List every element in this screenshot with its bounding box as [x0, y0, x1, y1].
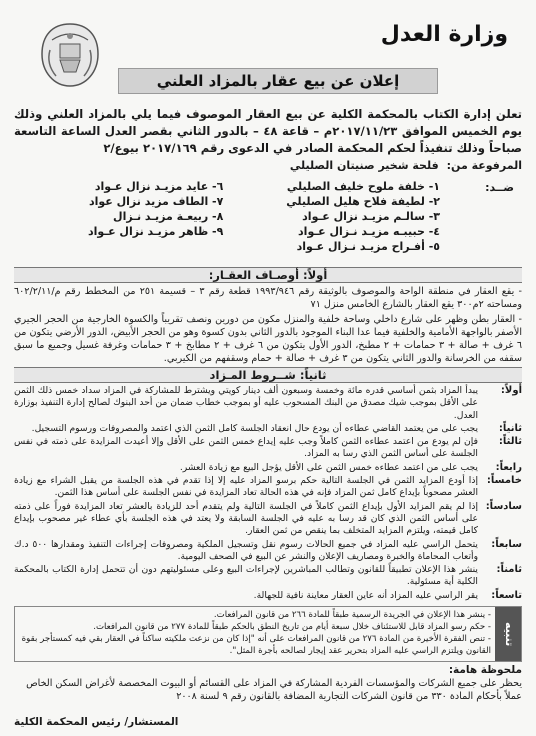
intro-paragraph: تعلن إدارة الكتاب بالمحكمة الكلية عن بيع العقار الموصوف فيما يلي بالمزاد العلني وذلك يوم الخميس الموافق ٢٠١٧/١١/٢٣م – قاعة ٤٨ – بالدور الثاني بقصر العدل الساعة التاسعة صباحاً وذلك تنفيذاً لحكم المحكمة الصادر في الدعوى رقم ٢٠١٧/١٦٩ بيوع/٢ — [14, 107, 522, 155]
term-text: ينشر هذا الإعلان تطبيقاً للقانون وتطالب المباشرين لإجراءات البيع وعلى مسئوليتهم دون أن تتحمل إدارة الكتاب بالمحكمة الكلية أية مسئولية. — [14, 564, 478, 588]
term-text: إذا أودع المزايد الثمن في الجلسة التالية حكم برسو المزاد عليه إلا إذا تقدم في هذه الجلسة من يقبل الشراء مع زيادة العشر مصحوباً بإيداع كامل ثمن المزاد فإنه في هذه الحالة تعاد المزايدة في نفس الجلسة على أساس هذا الثمن. — [14, 475, 478, 499]
term-text: يبدأ المزاد بثمن أساسي قدره مائة وخمسة وسبعون ألف دينار كويتي ويشترط للمشاركة في المزاد سداد خمس ذلك الثمن على الأقل بموجب شيك مصدق من البنك المسحوب عليه أو بموجب خطاب ضمان من أحد البنوك لصالح إدارة التنفيذ بوزارة العدل. — [14, 385, 478, 421]
notice-label: تنبيه — [495, 607, 521, 661]
note-text: يحظر على جميع الشركات والمؤسسات الفردية المشاركة في المزاد على القسائم أو البيوت المخصصة لأغراض السكن الخاص عملاً بأحكام المادة ٣٣٠ من قانون الشركات التجارية المضافة بالقانون رقم ٩ لسنة ٢٠٠٨ — [26, 678, 522, 703]
header — [8, 6, 528, 102]
defendant-item: ٩- ظاهر مزيـد نزال عـواد — [88, 225, 224, 238]
ministry-title: وزارة العدل — [380, 22, 508, 47]
announcement-title: إعلان عن بيع عقار بالمزاد العلني — [118, 68, 438, 94]
defendant-item: ٢- لطيفة فلاح هليل الصليلي — [286, 195, 440, 208]
terms-list — [8, 385, 528, 602]
term-number: سابعاً: — [491, 538, 522, 550]
plaintiff-label: المرفوعة من: — [446, 159, 522, 172]
defendant-item: ٦- عايد مزيـد نزال عـواد — [94, 180, 224, 193]
property-paragraph: - العقار بطن وظهر على شارع داخلي وساحة خلفية والمنزل مكون من دورين ونصف تقريباً والكسوة الخارجية من الحجر الجيري الأصفر بالواجهة الأمامية والخلفية فيما عدا البناء الموجود بالدور الثاني بدون كسوة وهو من الحجر الأبيض، الدور الأرضي يتكون من ٦ غرف + صالة + ٣ حمامات + ٢ مطبخ، الدور الأول يتكون من ٦ غرف + ٢ مطابخ + ٣ حمامات وغرفة غسيل وجميع ما سبق سقفه من الخرسانة والدور الثاني يتكون من ٣ غرف + صالة + حمام وسقفهم من الكيربي. — [14, 314, 522, 364]
defendant-item: ١- خلفة ملوح خليف الصليلي — [286, 180, 440, 193]
defendant-item: ٥- أفـراح مزيـد نـزال عـواد — [296, 240, 440, 253]
term-item — [14, 475, 522, 500]
term-number: سادساً: — [485, 500, 522, 512]
defendants-left-column — [88, 179, 223, 239]
term-number: ثامناً: — [496, 564, 522, 576]
term-number: تاسعاً: — [491, 589, 522, 601]
notice-list — [15, 607, 495, 661]
term-text: يقر الراسي عليه المزاد أنه عاين العقار معاينة نافية للجهالة. — [253, 589, 478, 601]
term-item — [14, 539, 522, 564]
term-item — [14, 590, 522, 602]
note-title: ملحوظة هامة: — [448, 664, 522, 677]
term-text: يجب على من اعتمد عطاءه خمس الثمن على الأقل يؤجل البيع مع زيادة العشر. — [179, 461, 478, 473]
terms-section-heading: ثانياً: شــروط المـزاد — [14, 367, 522, 383]
defendants-label: ضــد: — [485, 181, 514, 194]
term-text: إذا لم يقم المزايد الأول بإيداع الثمن كاملاً في الجلسة التالية ولم يتقدم أحد للزيادة بالعشر تعاد المزايدة فوراً على ذمته على أساس الثمن الذي كان قد رسا به عليه في الجلسة السابقة ولا يعتد في هذه الجلسة بأي عطاء غير مصحوب بإيداع كامل قيمته، ويلتزم المزايد المتخلف بما ينقص من ثمن العقار. — [14, 500, 478, 537]
term-text: يجب على من يعتمد القاضي عطاءه أن يودع حال انعقاد الجلسة كامل الثمن الذي اعتمد والمصروفات ورسوم التسجيل. — [31, 422, 478, 434]
property-description — [8, 285, 528, 365]
term-item — [14, 436, 522, 461]
term-number: أولاً: — [500, 385, 522, 396]
parties-block — [8, 157, 528, 265]
plaintiff-row — [14, 159, 522, 177]
term-text: فإن لم يودع من اعتمد عطاءه الثمن كاملاً وجب عليه إيداع خمس الثمن على الأقل وإلا أعيدت المزايدة على ذمته في نفس الجلسة على أساس الثمن الذي رسا به المزاد. — [14, 436, 478, 460]
term-item — [14, 501, 522, 538]
notice-box — [14, 606, 522, 662]
plaintiff-name: فلحة شخير صنيتان الصليلي — [289, 159, 439, 172]
notice-item: - ينشر هذا الإعلان في الجريدة الرسمية طبقاً للمادة ٢٦٦ من قانون المرافعات. — [213, 610, 491, 621]
term-number: ثانياً: — [498, 422, 522, 434]
term-item — [14, 462, 522, 474]
term-number: ثالثاً: — [498, 436, 522, 448]
term-number: خامساً: — [486, 475, 522, 487]
defendants-right-column — [286, 179, 440, 254]
defendant-item: ٤- حبيبـه مزيـد نـزال عـواد — [298, 225, 440, 238]
term-item — [14, 564, 522, 589]
defendant-item: ٧- الطاف مزيد نزال عواد — [88, 195, 224, 208]
term-item — [14, 385, 522, 422]
defendant-item: ٨- ربيعـة مزيـد نـزال — [113, 210, 224, 223]
important-note — [8, 664, 528, 703]
signature: المستشار/ رئيس المحكمة الكلية — [14, 716, 179, 728]
notice-item: - حكم رسو المزاد قابل للاستئناف خلال سبعة أيام من تاريخ النطق بالحكم طبقاً للمادة ٢٧٧ من قانون المرافعات. — [93, 622, 491, 633]
property-section-heading: أولاً: أوصـاف العقـار: — [14, 267, 522, 283]
state-emblem-icon — [38, 20, 102, 90]
term-number: رابعاً: — [495, 461, 522, 473]
term-text: يتحمل الراسي عليه المزاد في جميع الحالات رسوم نقل وتسجيل الملكية ومصروفات إجراءات التنفيذ ومقدارها ٥٠٠ د.ك وأتعاب المحاماة والخبرة ومصاريف الإعلان والنشر عن البيع في الصحف اليومية. — [14, 538, 478, 562]
property-paragraph: - يقع العقار في منطقة الواحة والموصوف بالوثيقة رقم ١٩٩٣/٩٤٦ قطعة رقم ٣ – قسيمة ٢٥١ من المخطط رقم م/٦٠٢/٢/١١ ومساحته ٢م٣٠٠ يقع العقار بالشارع الخامس منزل ٧١ — [14, 286, 522, 310]
notice-item: - تنص الفقرة الأخيرة من المادة ٢٧٦ من قانون المرافعات على أنه "إذا كان من نزعت ملكيته ساكناً في العقار بقي فيه كمستأجر بقوة القانون ويلتزم الراسي عليه المزاد بتحرير عقد إيجار لصالحه بأجرة المثل". — [21, 634, 491, 657]
defendant-item: ٣- سالـم مزيـد نزال عـواد — [302, 210, 440, 223]
term-item — [14, 423, 522, 435]
